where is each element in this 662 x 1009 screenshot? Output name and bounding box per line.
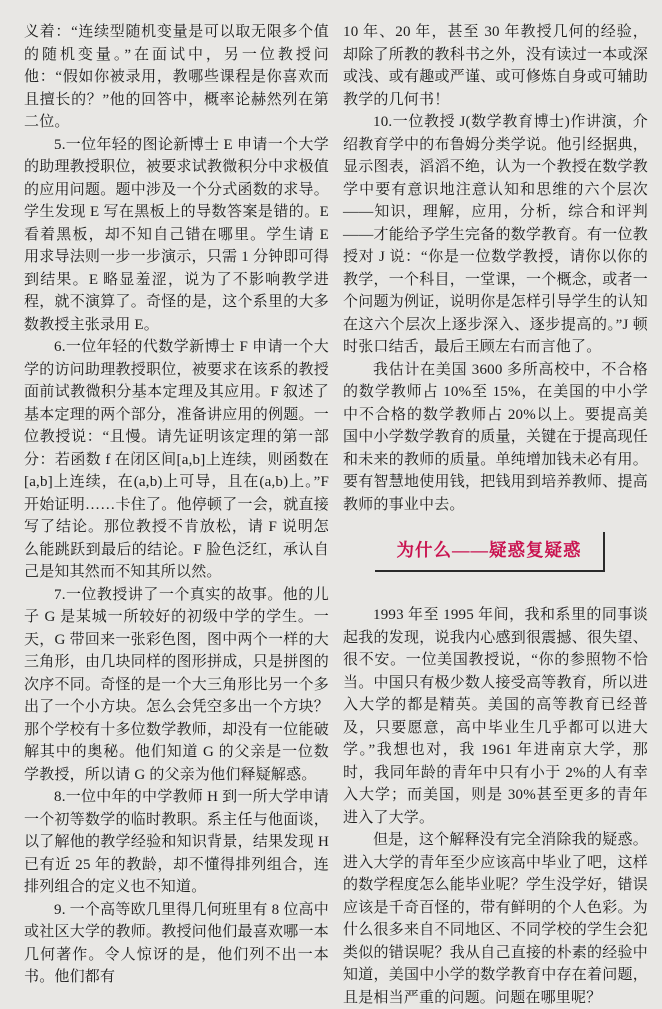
paragraph-item-5: 5.一位年轻的图论新博士 E 申请一个大学的助理教授职位，被要求试教微积分中求极值的应用问题。题中涉及一个分式函数的求导。学生发现 E 写在黑板上的导数答案是错的。E 看着黑板，却不知自己错在哪里。学生请 E 用求导法则一步一步演示，只需 1 分钟即可得到结果。E 略显羞涩，说为了不影响教学进程，就不演算了。奇怪的是，这个系里的大多数教授主张录用 E。 bbox=[24, 136, 329, 333]
paragraph-1993-1995: 1993 年至 1995 年间，我和系里的同事谈起我的发现，说我内心感到很震撼、很失望、很不安。一位美国教授说，“你的参照物不恰当。中国只有极少数人接受高等教育，所以进入大学的都是精英。美国的高等教育已经普及，只要愿意，高中毕业生几乎都可以进大学。”我想也对，我 1961 年进南京大学，那时，我同年龄的青年中只有小于 2%的人有幸入大学；而美国，则是 30%甚至更多的青年进入了大学。 bbox=[343, 607, 648, 826]
paragraph-item-6: 6.一位年轻的代数学新博士 F 申请一个大学的访问助理教授职位，被要求在该系的教授面前试教微积分基本定理及其应用。F 叙述了基本定理的两个部分，准备讲应用的例题。一位教授说：“且慢。请先证明该定理的第一部分：若函数 f 在闭区间[a,b]上连续，则函数在[a,b]上连续，在(a,b)上可导，且在(a,b)上。”F 开始证明……卡住了。他停顿了一会，就直接写了结论。那位教授不肯放松，请 F 说明怎么能跳跃到最后的结论。F 脸色泛红，承认自己是知其然而不知其所以然。 bbox=[24, 339, 329, 580]
section-heading: 为什么——疑惑复疑惑 bbox=[396, 539, 582, 560]
paragraph-item-10: 10.一位教授 J(数学教育博士)作讲演，介绍教育学中的布鲁姆分类学说。他引经据典，显示图表，滔滔不绝，认为一个教授在数学教学中要有意识地注意认知和思维的六个层次——知识，理解，应用，分析，综合和评判——才能给予学生完备的数学教育。有一位教授对 J 说：“你是一位数学教授，请你以你的教学，一个科目，一堂课，一个概念，或者一个问题为例证，说明你是怎样引导学生的认知在这六个层次上逐步深入、逐步提高的。”J 顿时张口结舌，最后王顾左右而言他了。 bbox=[343, 114, 648, 355]
paragraph-item-9: 9. 一个高等欧几里得几何班里有 8 位高中或社区大学的教师。教授问他们最喜欢哪一本几何著作。令人惊讶的是，他们列不出一本书。他们都有 bbox=[24, 901, 329, 985]
paragraph-doubt: 但是，这个解释没有完全消除我的疑惑。进入大学的青年至少应该高中毕业了吧，这样的数学程度怎么能毕业呢？学生没学好，错误应该是千奇百怪的，带有鲜明的个人色彩。为什么很多来自不同地区、不同学校的学生会犯类似的错误呢？我从自己直接的朴素的经验中知道，美国中小学的数学教育中存在着问题，且是相当严重的问题。问题在哪里呢？ bbox=[343, 832, 648, 1006]
paragraph-continuation: 义着：“连续型随机变量是可以取无限多个值的随机变量。”在面试中，另一位教授问他：“假如你被录用，教哪些课程是你喜欢而且擅长的？”他的回答中，概率论赫然列在第二位。 bbox=[24, 24, 329, 130]
paragraph-continuation: 10 年、20 年，甚至 30 年教授几何的经验，却除了所教的教科书之外，没有读过一本或深或浅、或有趣或严谨、或可修炼自身或可辅助教学的几何书！ bbox=[343, 24, 648, 108]
section-heading-frame bbox=[375, 532, 605, 572]
paragraph-item-7: 7.一位教授讲了一个真实的故事。他的儿子 G 是某城一所较好的初级中学的学生。一天，G 带回来一张彩色图，图中两个一样的大三角形，由几块同样的图形拼成，只是拼图的次序不同。奇怪的是一个大三角形比另一个多出了一个小方块。怎么会凭空多出一个方块？那个学校有十多位数学教师，却没有一位能破解其中的奥秘。他们知道 G 的父亲是一位数学教授，所以请 G 的父亲为他们释疑解惑。 bbox=[24, 586, 329, 783]
right-column bbox=[343, 21, 648, 1006]
left-column bbox=[24, 21, 329, 985]
paragraph-estimate: 我估计在美国 3600 多所高校中，不合格的数学教师占 10%至 15%，在美国的中小学中不合格的数学教师占 20%以上。要提高美国中小学数学教育的质量，关键在于提高现任和未来的教师的质量。单纯增加钱未必有用。要有智慧地使用钱，把钱用到培养教师、提高教师的事业中去。 bbox=[343, 361, 648, 513]
paragraph-item-8: 8.一位中年的中学教师 H 到一所大学申请一个初等数学的临时教职。系主任与他面谈，以了解他的教学经验和知识背景，结果发现 H 已有近 25 年的教龄，却不懂得排列组合，连排列组合的定义也不知道。 bbox=[24, 789, 329, 895]
